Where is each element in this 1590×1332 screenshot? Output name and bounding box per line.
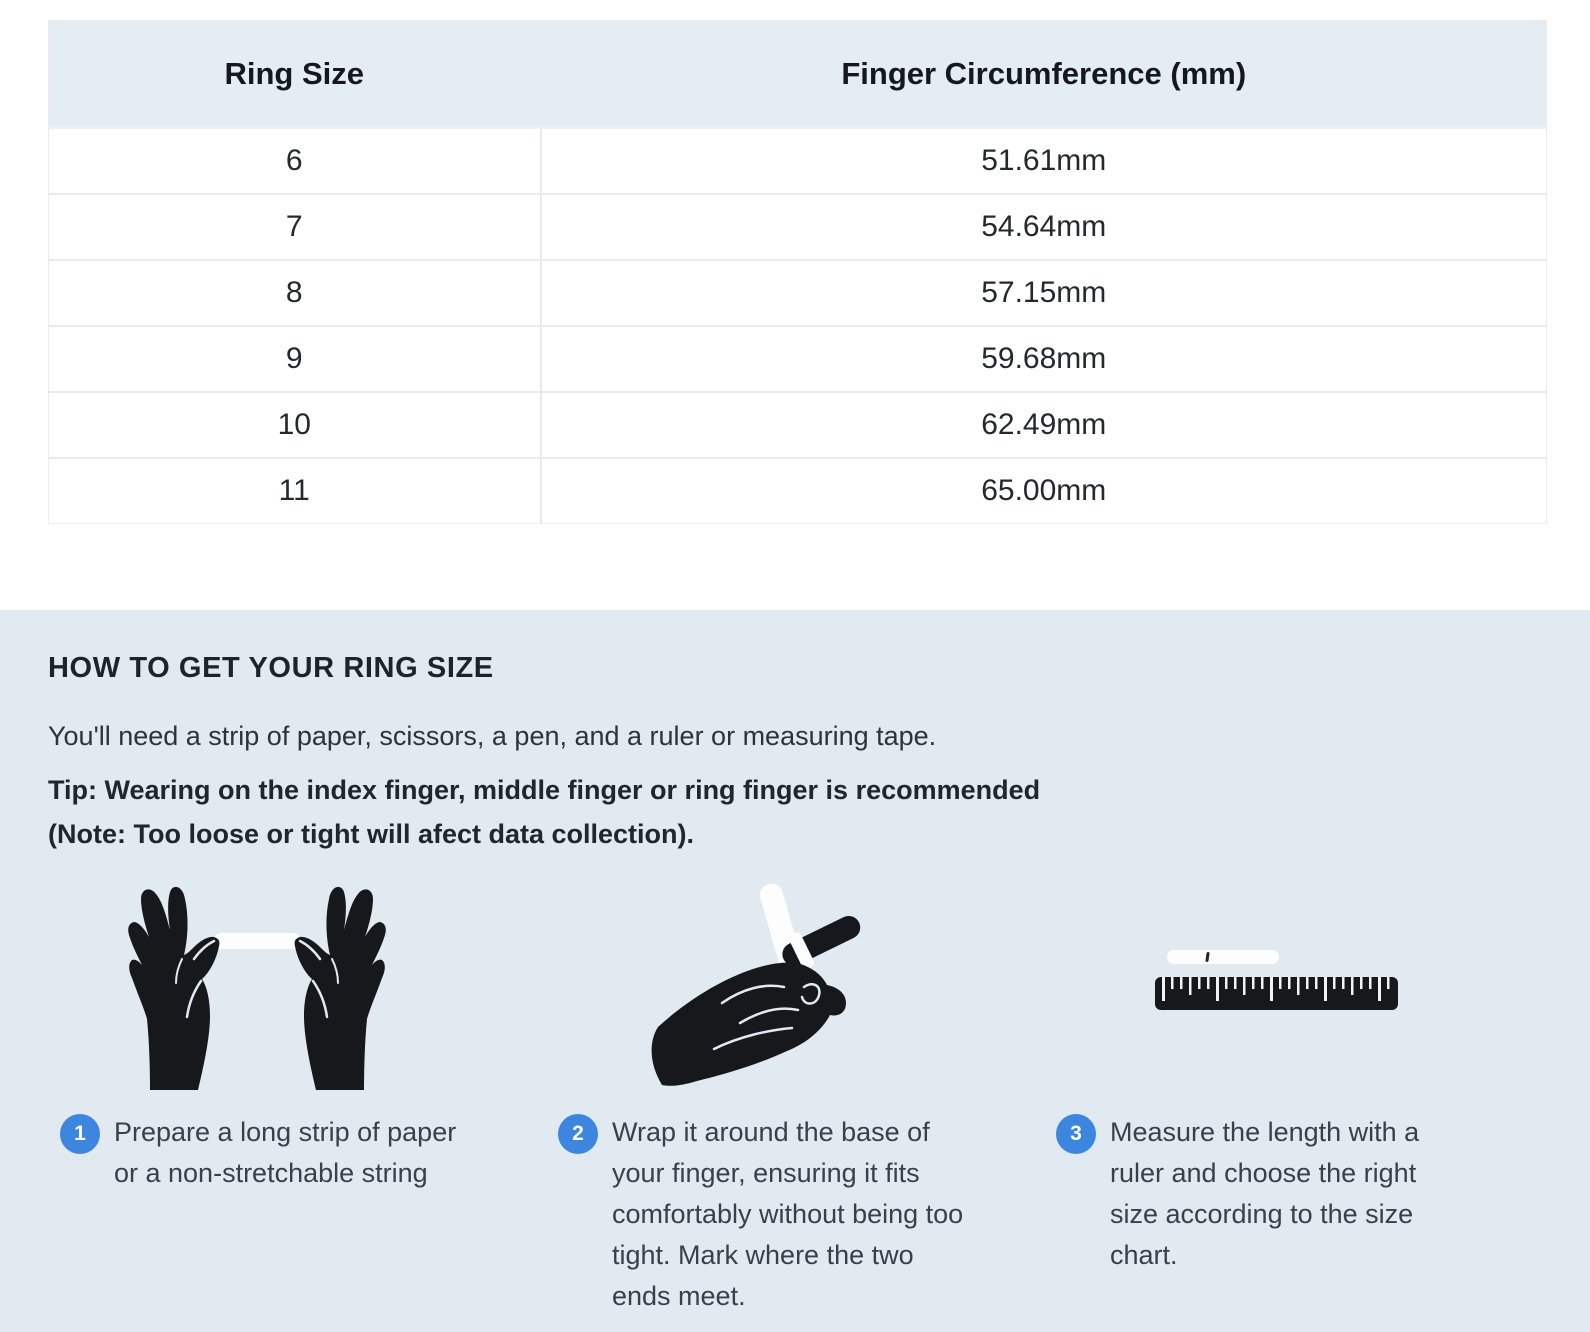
ring-size-cell: 10 [49,392,541,458]
step-3-text: Measure the length with a ruler and choose the right size according to the size chart. [1110,1117,1420,1270]
table-header-row [49,21,1547,128]
ring-size-cell: 7 [49,194,541,260]
how-to-get-ring-size-section [0,610,1590,1332]
ring-size-cell: 9 [49,326,541,392]
ruler-short-ticks [1162,977,1394,989]
tip-text-line2: (Note: Too loose or tight will afect data collection). [48,819,695,849]
ruler-body-icon [1155,977,1398,1010]
ruler-icon [1155,950,1398,1010]
figure-step-2 [558,872,1056,1090]
step-2 [558,1112,1056,1317]
table-row [49,194,1547,260]
table-row [49,260,1547,326]
circumference-cell: 51.61mm [541,128,1547,194]
table-row [49,128,1547,194]
strip-wrapped-around-finger-icon [622,875,872,1090]
circumference-cell: 62.49mm [541,392,1547,458]
column-header-finger-circumference: Finger Circumference (mm) [541,21,1547,128]
hands-holding-paper-strip-icon [127,875,387,1090]
ring-size-chart [48,20,1546,524]
column-header-ring-size: Ring Size [49,21,541,128]
figure-step-3 [1056,872,1554,1090]
circumference-cell: 54.64mm [541,194,1547,260]
step-1-number-badge: 1 [60,1114,100,1154]
step-2-text: Wrap it around the base of your finger, ensuring it fits comfortably without being too tight. Mark where the two ends meet. [612,1117,964,1311]
section-title: HOW TO GET YOUR RING SIZE [48,652,494,684]
ring-size-cell: 6 [49,128,541,194]
step-1 [60,1112,558,1317]
ring-size-cell: 8 [49,260,541,326]
table-row [49,326,1547,392]
table-row [49,458,1547,524]
step-2-number-badge: 2 [558,1114,598,1154]
intro-text: You'll need a strip of paper, scissors, a pen, and a ruler or measuring tape. [48,721,937,751]
step-3-number-badge: 3 [1056,1114,1096,1154]
marked-paper-strip-icon [1167,950,1279,964]
table-row [49,392,1547,458]
ring-size-cell: 11 [49,458,541,524]
tip-text-line1: Tip: Wearing on the index finger, middle finger or ring finger is recommended [48,775,1041,805]
pen-mark-icon [1205,952,1209,962]
ring-size-table [48,20,1547,524]
steps-grid [48,872,1542,1317]
figure-step-1 [60,872,558,1090]
step-1-text: Prepare a long strip of paper or a non-stretchable string [114,1117,457,1188]
circumference-cell: 59.68mm [541,326,1547,392]
step-3 [1056,1112,1554,1317]
circumference-cell: 65.00mm [541,458,1547,524]
circumference-cell: 57.15mm [541,260,1547,326]
